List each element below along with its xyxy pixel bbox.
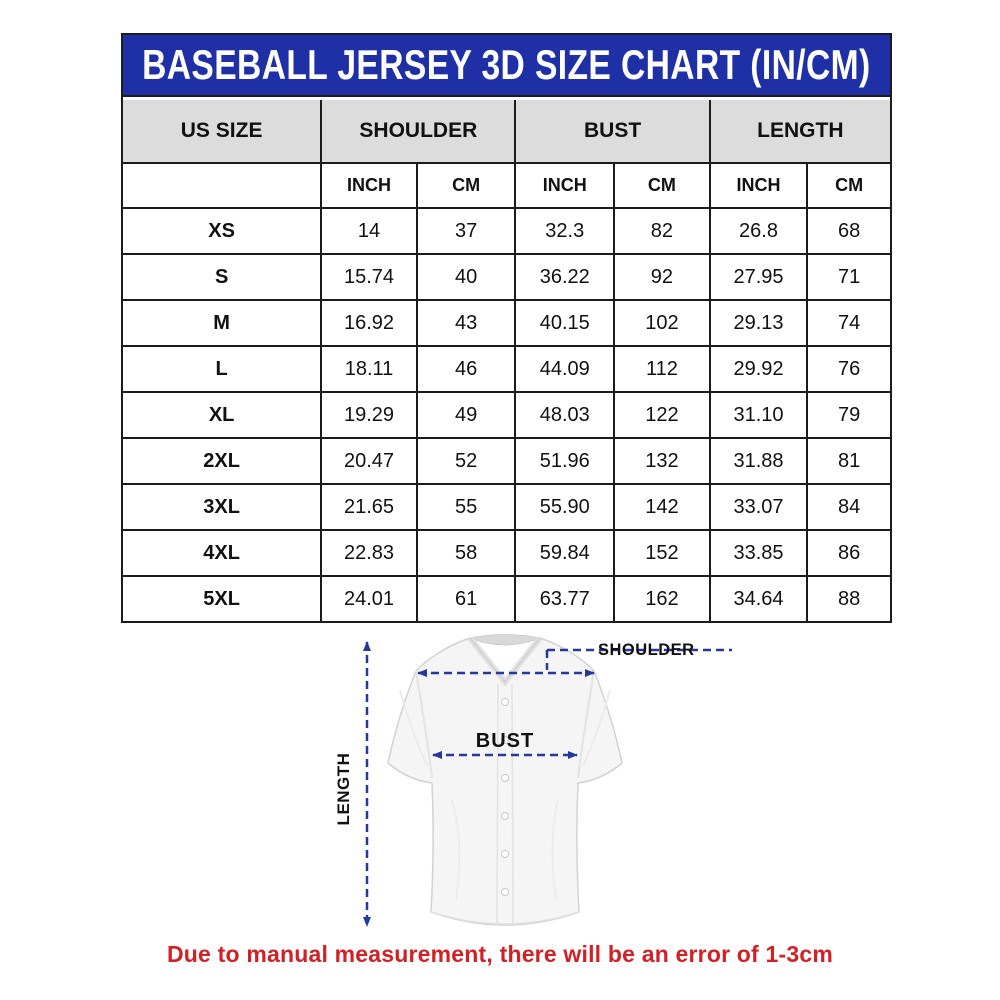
value-cell: 29.13 xyxy=(709,299,807,345)
value-cell: 84 xyxy=(806,483,890,529)
unit-header-bust-inch: INCH xyxy=(514,162,613,207)
value-cell: 20.47 xyxy=(320,437,416,483)
size-cell: 4XL xyxy=(123,529,320,575)
chart-title-bar xyxy=(123,35,890,97)
value-cell: 31.88 xyxy=(709,437,807,483)
value-cell: 102 xyxy=(613,299,709,345)
value-cell: 14 xyxy=(320,207,416,253)
group-header-length: LENGTH xyxy=(709,100,890,162)
size-cell: L xyxy=(123,345,320,391)
value-cell: 82 xyxy=(613,207,709,253)
value-cell: 122 xyxy=(613,391,709,437)
group-header-row xyxy=(123,100,890,162)
group-header-shoulder: SHOULDER xyxy=(320,100,514,162)
value-cell: 37 xyxy=(416,207,515,253)
unit-header-shoulder-inch: INCH xyxy=(320,162,416,207)
value-cell: 88 xyxy=(806,575,890,621)
table-row xyxy=(123,345,890,391)
value-cell: 58 xyxy=(416,529,515,575)
unit-header-length-inch: INCH xyxy=(709,162,807,207)
value-cell: 19.29 xyxy=(320,391,416,437)
size-chart-table xyxy=(121,33,892,623)
jersey-measurement-diagram xyxy=(330,628,740,938)
length-label: LENGTH xyxy=(334,752,353,826)
table-row xyxy=(123,299,890,345)
value-cell: 18.11 xyxy=(320,345,416,391)
size-table-body xyxy=(123,207,890,621)
value-cell: 40 xyxy=(416,253,515,299)
shoulder-label: SHOULDER xyxy=(598,641,695,659)
value-cell: 16.92 xyxy=(320,299,416,345)
size-cell: XS xyxy=(123,207,320,253)
bust-label: BUST xyxy=(475,730,535,752)
value-cell: 92 xyxy=(613,253,709,299)
value-cell: 55 xyxy=(416,483,515,529)
value-cell: 33.07 xyxy=(709,483,807,529)
jersey-diagram-svg xyxy=(330,628,740,938)
value-cell: 162 xyxy=(613,575,709,621)
value-cell: 22.83 xyxy=(320,529,416,575)
unit-header-bust-cm: CM xyxy=(613,162,709,207)
value-cell: 112 xyxy=(613,345,709,391)
value-cell: 15.74 xyxy=(320,253,416,299)
unit-header-length-cm: CM xyxy=(806,162,890,207)
value-cell: 142 xyxy=(613,483,709,529)
value-cell: 52 xyxy=(416,437,515,483)
measurement-error-note: Due to manual measurement, there will be an error of 1-3cm xyxy=(166,941,833,967)
chart-title: BASEBALL JERSEY 3D SIZE CHART (IN/CM) xyxy=(142,41,871,88)
table-row xyxy=(123,207,890,253)
table-row xyxy=(123,437,890,483)
value-cell: 71 xyxy=(806,253,890,299)
value-cell: 48.03 xyxy=(514,391,613,437)
value-cell: 46 xyxy=(416,345,515,391)
size-cell: 3XL xyxy=(123,483,320,529)
value-cell: 76 xyxy=(806,345,890,391)
value-cell: 63.77 xyxy=(514,575,613,621)
jersey-illustration xyxy=(388,635,622,926)
size-cell: S xyxy=(123,253,320,299)
size-cell: M xyxy=(123,299,320,345)
table-row xyxy=(123,575,890,621)
value-cell: 51.96 xyxy=(514,437,613,483)
group-header-us-size: US SIZE xyxy=(123,100,320,162)
value-cell: 32.3 xyxy=(514,207,613,253)
unit-header-shoulder-cm: CM xyxy=(416,162,515,207)
table-row xyxy=(123,253,890,299)
value-cell: 132 xyxy=(613,437,709,483)
unit-header-row xyxy=(123,162,890,207)
value-cell: 29.92 xyxy=(709,345,807,391)
unit-header-empty xyxy=(123,162,320,207)
value-cell: 68 xyxy=(806,207,890,253)
value-cell: 31.10 xyxy=(709,391,807,437)
value-cell: 43 xyxy=(416,299,515,345)
value-cell: 44.09 xyxy=(514,345,613,391)
value-cell: 24.01 xyxy=(320,575,416,621)
group-header-bust: BUST xyxy=(514,100,708,162)
value-cell: 49 xyxy=(416,391,515,437)
value-cell: 40.15 xyxy=(514,299,613,345)
value-cell: 27.95 xyxy=(709,253,807,299)
value-cell: 74 xyxy=(806,299,890,345)
table-row xyxy=(123,483,890,529)
value-cell: 59.84 xyxy=(514,529,613,575)
table-row xyxy=(123,391,890,437)
value-cell: 34.64 xyxy=(709,575,807,621)
value-cell: 61 xyxy=(416,575,515,621)
table-row xyxy=(123,529,890,575)
value-cell: 36.22 xyxy=(514,253,613,299)
value-cell: 26.8 xyxy=(709,207,807,253)
value-cell: 21.65 xyxy=(320,483,416,529)
size-cell: 5XL xyxy=(123,575,320,621)
value-cell: 81 xyxy=(806,437,890,483)
value-cell: 152 xyxy=(613,529,709,575)
value-cell: 86 xyxy=(806,529,890,575)
value-cell: 33.85 xyxy=(709,529,807,575)
value-cell: 79 xyxy=(806,391,890,437)
size-cell: 2XL xyxy=(123,437,320,483)
size-cell: XL xyxy=(123,391,320,437)
value-cell: 55.90 xyxy=(514,483,613,529)
